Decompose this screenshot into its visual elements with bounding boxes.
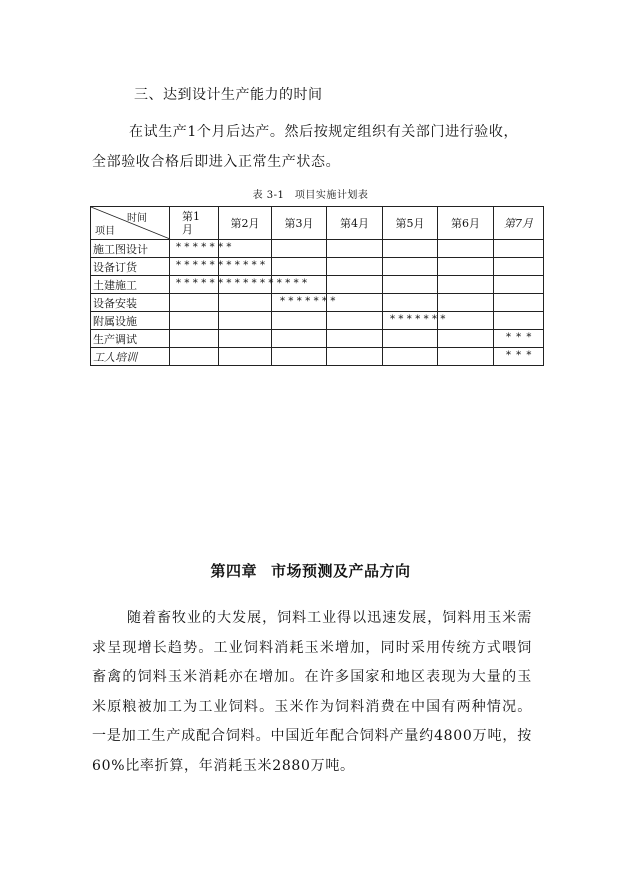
row-label: 生产调试	[91, 330, 170, 348]
implementation-plan-table	[90, 206, 544, 366]
corner-label-item: 项目	[95, 226, 115, 237]
table-row	[91, 312, 544, 330]
month-header: 第2月	[219, 207, 272, 240]
schedule-stars: *******	[280, 296, 339, 307]
table-row	[91, 330, 544, 348]
row-label: 工人培训	[91, 348, 170, 366]
paragraph-market-forecast: 随着畜牧业的大发展，饲料工业得以迅速发展，饲料用玉米需求呈现增长趋势。工业饲料消耗玉米增加，同时采用传统方式喂饲畜禽的饲料玉米消耗亦在增加。在许多国家和地区表现为大量的玉米原粮被加工为工业饲料。玉米作为饲料消费在中国有两种情况。一是加工生产成配合饲料。中国近年配合饲料产量约4800万吨，按60%比率折算，年消耗玉米2880万吨。	[92, 610, 532, 774]
schedule-cell	[494, 348, 544, 366]
month-header: 第1月	[170, 207, 219, 240]
schedule-stars: ****************	[176, 278, 311, 289]
schedule-cell	[170, 276, 311, 294]
table-header-row	[91, 207, 544, 240]
schedule-cell	[272, 294, 339, 312]
schedule-cell	[383, 312, 449, 330]
table-row	[91, 258, 544, 276]
schedule-stars: ***********	[176, 260, 269, 271]
table-row	[91, 294, 544, 312]
schedule-stars: * * *	[506, 332, 533, 343]
chapter-number: 第四章	[210, 562, 257, 580]
row-label: 施工图设计	[91, 240, 170, 258]
schedule-cell	[494, 330, 544, 348]
row-label: 附属设施	[91, 312, 170, 330]
schedule-stars: *******	[390, 314, 449, 325]
schedule-cell	[170, 258, 269, 276]
chapter-name: 市场预测及产品方向	[271, 562, 411, 580]
corner-header-cell	[91, 207, 170, 240]
month-header: 第5月	[383, 207, 438, 240]
paragraph-trial-production: 在试生产1个月后达产。然后按规定组织有关部门进行验收，全部验收合格后即进入正常生产状态。	[92, 124, 519, 170]
section-heading: 三、达到设计生产能力的时间	[134, 87, 323, 103]
schedule-stars: * * *	[506, 350, 533, 361]
month-header: 第4月	[327, 207, 383, 240]
row-label: 设备安装	[91, 294, 170, 312]
month-header: 第7月	[494, 207, 544, 240]
table-row	[91, 276, 544, 294]
row-label: 设备订货	[91, 258, 170, 276]
schedule-stars: *******	[176, 242, 235, 253]
corner-label-time: 时间	[127, 213, 147, 224]
table-caption: 表 3-1 项目实施计划表	[252, 190, 369, 201]
chapter-title	[0, 560, 621, 581]
schedule-cell	[170, 240, 235, 258]
month-header: 第3月	[272, 207, 327, 240]
month-header: 第6月	[438, 207, 494, 240]
table-row	[91, 348, 544, 366]
row-label: 土建施工	[91, 276, 170, 294]
table-row	[91, 240, 544, 258]
